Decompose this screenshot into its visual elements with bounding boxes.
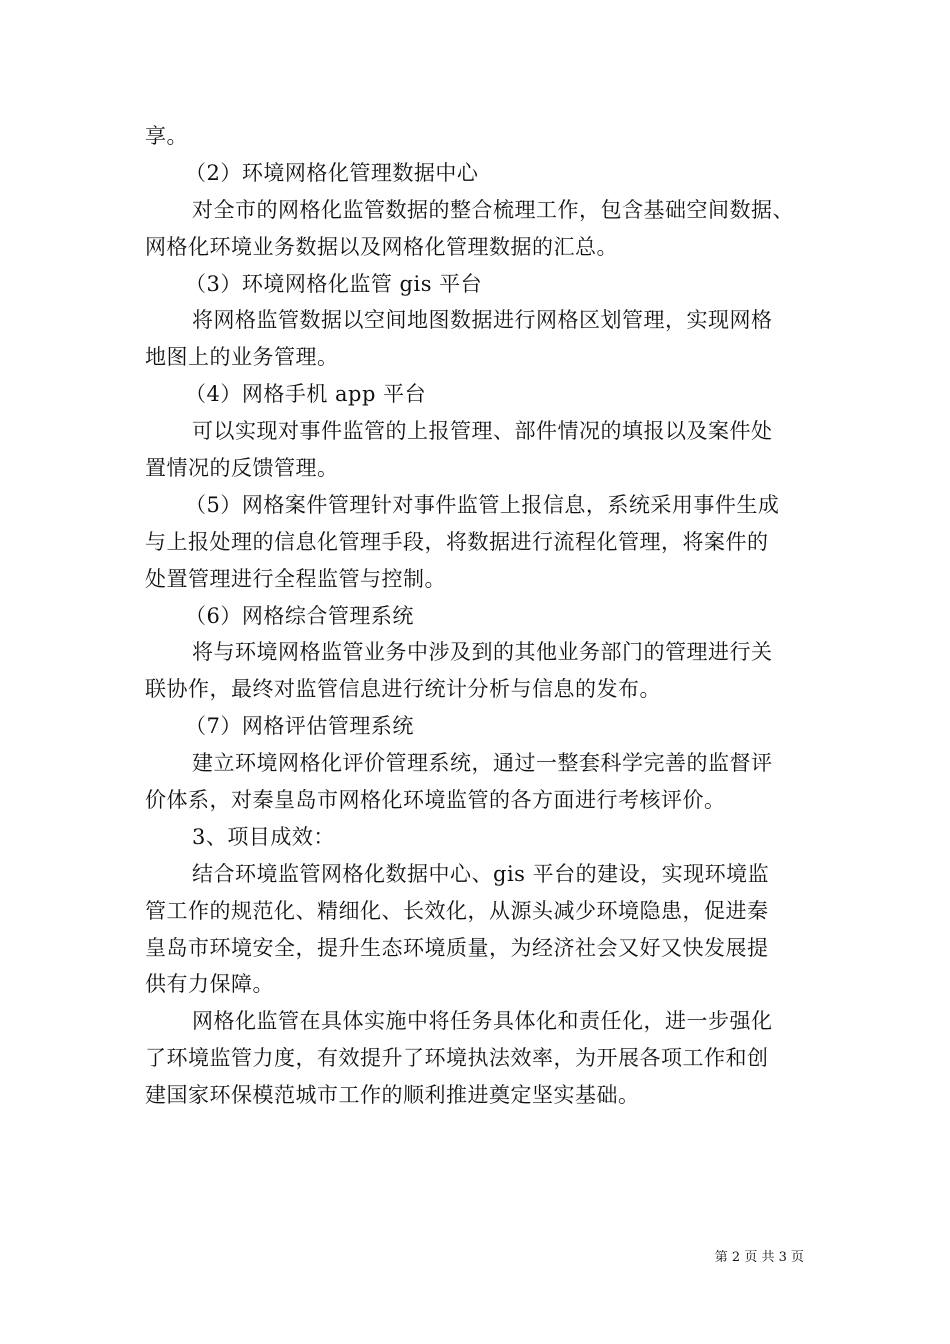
text-line-16: 联协作，最终对监管信息进行统计分析与信息的发布。: [145, 677, 661, 702]
text-line-6: 将网格监管数据以空间地图数据进行网格区划管理，实现网格: [192, 308, 773, 333]
text-line-4: 网格化环境业务数据以及网格化管理数据的汇总。: [145, 234, 618, 259]
text-line-8: （4）网格手机 app 平台: [185, 382, 427, 407]
text-line-5: （3）环境网格化监管 gis 平台: [185, 271, 483, 296]
text-line-9: 可以实现对事件监管的上报管理、部件情况的填报以及案件处: [192, 419, 773, 444]
document-body: [145, 118, 810, 1114]
text-line-10: 置情况的反馈管理。: [145, 456, 339, 481]
text-line-27: 建国家环保模范城市工作的顺利推进奠定坚实基础。: [145, 1083, 640, 1108]
text-line-22: 管工作的规范化、精细化、长效化，从源头减少环境隐患，促进秦: [145, 898, 769, 923]
text-line-23: 皇岛市环境安全，提升生态环境质量，为经济社会又好又快发展提: [145, 935, 769, 960]
text-line-19: 价体系，对秦皇岛市网格化环境监管的各方面进行考核评价。: [145, 788, 726, 813]
text-line-13: 处置管理进行全程监管与控制。: [145, 566, 446, 591]
page-number-footer: 第 2 页 共 3 页: [714, 1250, 804, 1265]
text-line-11: （5）网格案件管理针对事件监管上报信息，系统采用事件生成: [185, 492, 780, 517]
text-line-21: 结合环境监管网格化数据中心、gis 平台的建设，实现环境监: [192, 861, 770, 886]
text-line-24: 供有力保障。: [145, 972, 274, 997]
text-line-3: 对全市的网格化监管数据的整合梳理工作，包含基础空间数据、: [192, 197, 794, 222]
text-line-2: （2）环境网格化管理数据中心: [185, 160, 479, 185]
section-heading: 3、项目成效：: [192, 824, 335, 849]
text-line-7: 地图上的业务管理。: [145, 345, 339, 370]
text-line-18: 建立环境网格化评价管理系统，通过一整套科学完善的监督评: [192, 751, 773, 776]
text-line-25: 网格化监管在具体实施中将任务具体化和责任化，进一步强化: [192, 1009, 773, 1034]
text-line-12: 与上报处理的信息化管理手段，将数据进行流程化管理，将案件的: [145, 529, 769, 554]
text-line-14: （6）网格综合管理系统: [185, 603, 414, 628]
text-line-15: 将与环境网格监管业务中涉及到的其他业务部门的管理进行关: [192, 640, 773, 665]
text-line-17: （7）网格评估管理系统: [185, 714, 414, 739]
text-line-26: 了环境监管力度，有效提升了环境执法效率，为开展各项工作和创: [145, 1046, 769, 1071]
text-line-1: 享。: [145, 124, 188, 148]
